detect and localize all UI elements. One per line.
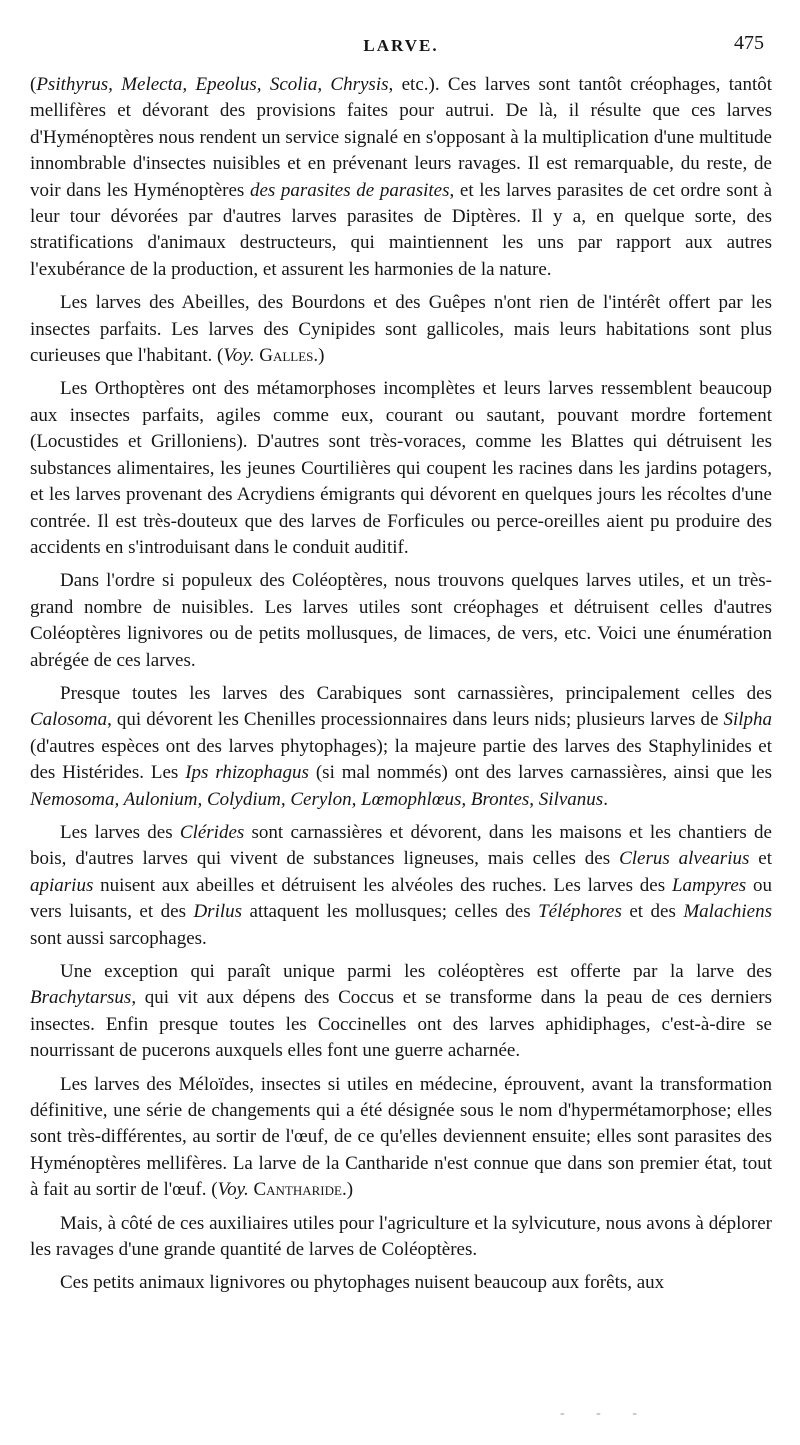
paragraph [30,1211,772,1264]
paragraph [30,72,772,283]
text-segment: , qui vit aux dépens des Coccus et se transforme dans la peau de ces derniers insectes. Enfin presque toutes les Coccinelles ont des larves aphidiphages, c'est-à-dire se nourrissant de pucerons auxquels elles font une guerre acharnée. [30,987,772,1062]
italic-text: Psithyrus, Melecta, Epeolus, Scolia, Chrysis [36,74,389,95]
text-segment: Ces petits animaux lignivores ou phytophages nuisent beaucoup aux forêts, aux [60,1272,665,1294]
text-segment: sont carnassières et dévorent, dans les maisons et les chantiers de bois, d'autres larves qui vivent de substances ligneuses, mais celles des [30,821,772,870]
italic-text: Silpha [723,709,772,731]
paragraph [30,290,772,369]
italic-text: Clérides [179,821,245,843]
paragraph [30,1270,772,1296]
text-segment: et des [621,901,684,923]
text-segment: .) [313,345,325,367]
text-segment: , etc.). Ces larves sont tantôt créophages, tantôt mellifères et dévorant des provisions faites pour autrui. De là, il résulte que ces larves d'Hyménoptères nous rendent un service signalé en s'opposant à la multiplication d'une multitude innombrable d'insectes nuisibles et en prévenant leurs ravages. Il est remarquable, du reste, de voir dans les Hyménoptères [30,74,772,201]
bottom-marks: - - - [560,1406,651,1421]
page-number: 475 [734,32,764,54]
text-segment: , et les larves parasites de cet ordre sont à leur tour dévorées par d'autres larves parasites de Diptères. Il y a, en quelque sorte, des stratifications d'animaux destructeurs, qui maintiennent les uns par rapport aux autres l'exubérance de la production, et assurent les harmonies de la nature. [30,179,773,280]
italic-text: Nemosoma, Aulonium, Colydium, Cerylon, Lœmophlœus, Brontes, Silvanus [30,788,604,810]
paragraph [30,681,772,813]
book-page [30,0,772,1445]
italic-text: Clerus alvearius [619,848,750,870]
paragraph [30,820,772,952]
text-segment: . [603,788,608,810]
text-segment: nuisent aux abeilles et détruisent les alvéoles des ruches. Les larves des [93,874,672,896]
text-segment: ou vers luisants, et des [30,874,772,923]
small-caps-text: Cantharide [253,1179,342,1201]
paragraph [30,959,772,1065]
text-segment: Les larves des Méloïdes, insectes si utiles en médecine, éprouvent, avant la transformation définitive, une série de changements qui a été désignée sous le nom d'hypermétamorphose; elles sont très-différentes, au sortir de l'œuf, de ce qu'elles deviennent ensuite; elles sont parasites des Hyménoptères mellifères. La larve de la Cantharide n'est connue que dans son premier état, tout à fait au sortir de l'œuf. ( [30,1073,772,1201]
text-segment: Les Orthoptères ont des métamorphoses incomplètes et leurs larves ressemblent beaucoup aux insectes parfaits, agiles comme eux, courant ou sautant, pouvant mordre fortement (Locustides et Grilloniens). D'autres sont très-voraces, comme les Blattes qui détruisent les substances alimentaires, les jeunes Courtilières qui coupent les racines dans les jardins potagers, et les larves provenant des Acrydiens émigrants qui dévorent en quelques jours les récoltes d'une contrée. Il est très-douteux que des larves de Forficules ou perce-oreilles aient pu produire des accidents en s'introduisant dans le conduit auditif. [30,378,772,558]
italic-text: Ips rhizophagus [185,762,309,784]
italic-text: Téléphores [538,901,622,923]
italic-text: Brachytarsus [30,987,132,1009]
running-title: LARVE. [363,36,439,55]
paragraph [30,376,772,561]
text-segment: Mais, à côté de ces auxiliaires utiles pour l'agriculture et la sylvicuture, nous avons à déplorer les ravages d'une grande quantité de larves de Coléoptères. [30,1212,772,1261]
text-segment: Presque toutes les larves des Carabiques sont carnassières, principalement celles des [60,682,772,704]
italic-text: Drilus [193,901,243,923]
text-segment: (si mal nommés) ont des larves carnassières, ainsi que les [308,762,772,784]
italic-text: Voy. [223,345,255,367]
text-segment: et [749,848,773,870]
paragraph [30,568,772,674]
small-caps-text: Galles [259,345,314,367]
italic-text: Malachiens [683,901,772,923]
text-segment: (d'autres espèces ont des larves phytophages); la majeure partie des larves des Staphylinides et des Histérides. Les [30,735,772,784]
text-segment: ( [30,74,37,95]
italic-text: des parasites de parasites [249,179,450,201]
text-segment: Les larves des Abeilles, des Bourdons et des Guêpes n'ont rien de l'intérêt offert par les insectes parfaits. Les larves des Cynipides sont gallicoles, mais leurs habitations sont plus curieuses que l'habitant. ( [30,292,772,367]
text-segment: Dans l'ordre si populeux des Coléoptères, nous trouvons quelques larves utiles, et un très-grand nombre de nuisibles. Les larves utiles sont créophages et détruisent celles d'autres Coléoptères lignivores ou de petits mollusques, de limaces, de vers, etc. Voici une énumération abrégée de ces larves. [30,570,772,671]
italic-text: Voy. [217,1179,249,1201]
text-segment: sont aussi sarcophages. [30,927,207,949]
paragraph [30,1072,772,1204]
text-segment: attaquent les mollusques; celles des [242,901,539,923]
body-text [30,72,772,1297]
running-head [30,0,772,72]
text-segment: Les larves des [60,821,180,843]
italic-text: apiarius [30,874,94,896]
text-segment: , qui dévorent les Chenilles processionnaires dans leurs nids; plusieurs larves de [107,709,724,731]
italic-text: Lampyres [671,874,747,896]
text-segment: .) [341,1179,354,1201]
italic-text: Calosoma [30,709,108,731]
text-segment: Une exception qui paraît unique parmi les coléoptères est offerte par la larve des [60,961,772,982]
